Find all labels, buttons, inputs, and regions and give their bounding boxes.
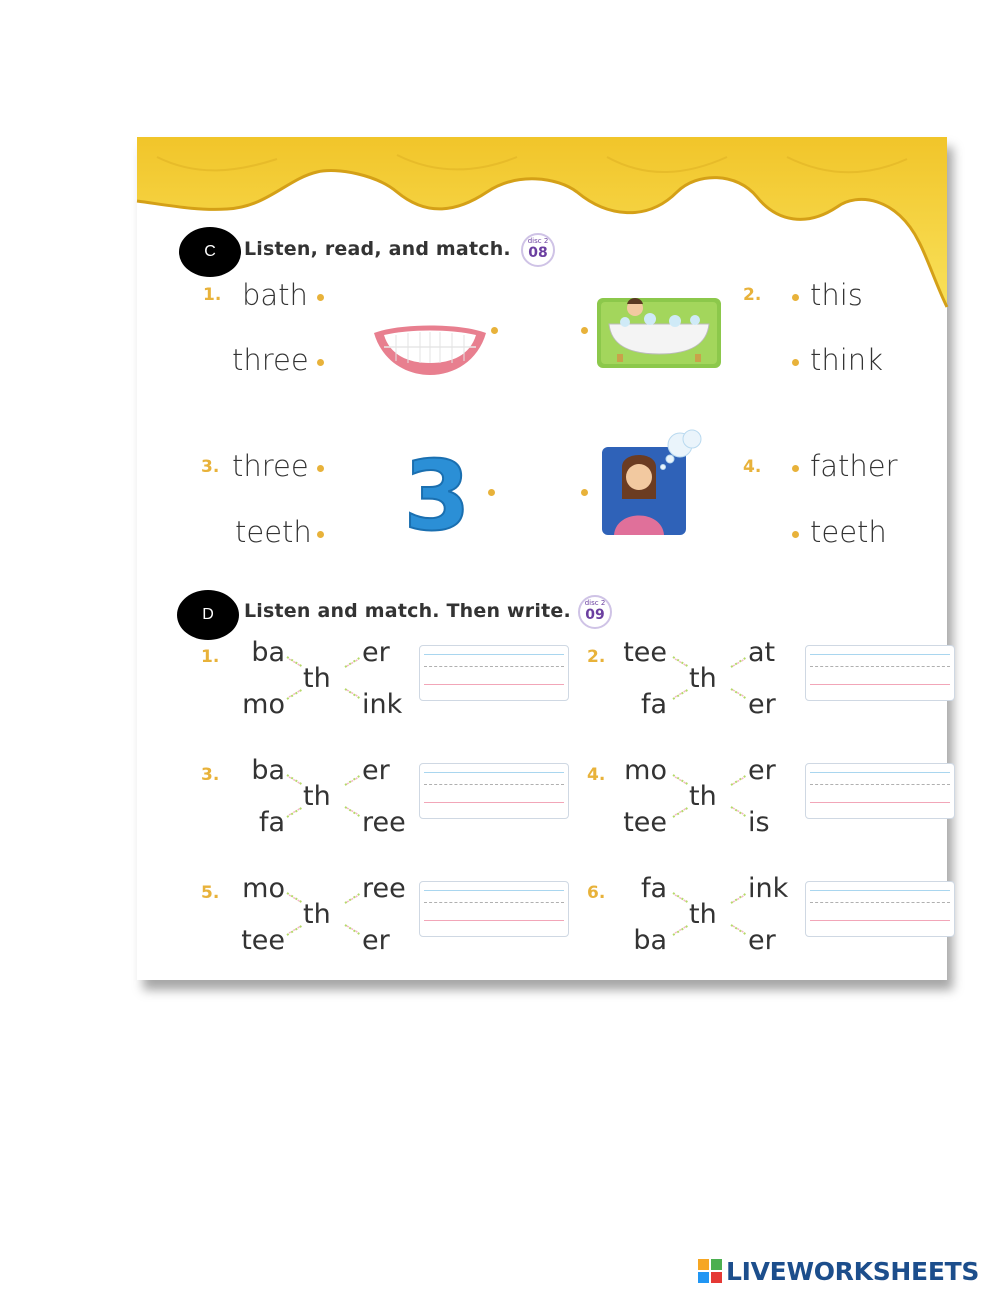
match-dot[interactable] [491,327,498,334]
word-ending: er [362,925,390,956]
word-ending: er [362,637,390,668]
logo-text: LIVEWORKSHEETS [726,1256,980,1286]
answer-write-box[interactable] [419,881,569,937]
match-dot[interactable] [792,531,799,538]
cd-track-icon[interactable]: disc 2 08 [521,233,555,267]
word-option: this [810,278,863,312]
word-start: mo [624,755,667,786]
word-option: father [810,449,898,483]
word-option: bath [242,278,308,312]
word-ending: at [748,637,776,668]
match-dot[interactable] [317,465,324,472]
section-d-badge: D [177,590,239,640]
word-ending: er [748,755,776,786]
answer-write-box[interactable] [805,881,955,937]
word-ending: ink [362,689,403,720]
dotted-connector-lines [671,765,749,827]
th-center: th [689,781,717,812]
word-ending: ree [362,873,406,904]
section-c-badge: C [179,227,241,277]
word-ending: er [748,925,776,956]
dotted-connector-lines [671,647,749,709]
item-number: 1. [201,647,220,667]
match-write-item [583,873,963,963]
liveworksheets-logo-icon [698,1259,722,1283]
word-start: tee [241,925,285,956]
word-ending: er [362,755,390,786]
item-number: 2. [743,285,762,305]
match-dot[interactable] [581,489,588,496]
liveworksheets-logo [698,1256,979,1286]
th-center: th [303,781,331,812]
match-dot[interactable] [792,294,799,301]
match-write-item [197,873,577,963]
item-number: 4. [743,457,762,477]
word-option: three [232,343,309,377]
number-three-picture [403,440,471,552]
match-dot[interactable] [792,359,799,366]
smiling-teeth-picture [370,317,490,377]
dotted-connector-lines [285,647,363,709]
worksheet-page [137,137,947,980]
item-number: 3. [201,457,220,477]
th-center: th [689,899,717,930]
answer-write-box[interactable] [805,763,955,819]
word-start: ba [251,755,285,786]
thinking-girl-picture [600,429,703,537]
word-ending: is [748,807,770,838]
dotted-connector-lines [671,883,749,945]
match-dot[interactable] [488,489,495,496]
item-number: 2. [587,647,606,667]
match-dot[interactable] [317,531,324,538]
word-start: mo [242,689,285,720]
match-write-item [197,755,577,845]
answer-write-box[interactable] [805,645,955,701]
word-start: ba [251,637,285,668]
match-write-item [583,755,963,845]
dotted-connector-lines [285,765,363,827]
word-start: ba [633,925,667,956]
section-d-title: Listen and match. Then write. [244,600,571,622]
word-start: fa [640,689,667,720]
item-number: 5. [201,883,220,903]
word-option: teeth [235,515,312,549]
item-number: 1. [203,285,222,305]
item-number: 3. [201,765,220,785]
match-write-item [197,637,577,727]
match-write-item [583,637,963,727]
word-start: fa [258,807,285,838]
answer-write-box[interactable] [419,645,569,701]
svg-text:3: 3 [403,440,471,552]
match-dot[interactable] [317,294,324,301]
word-ending: ink [748,873,789,904]
bath-tub-picture [595,292,723,370]
match-dot[interactable] [317,359,324,366]
dotted-connector-lines [285,883,363,945]
th-center: th [303,899,331,930]
word-option: three [232,449,309,483]
cd-track-icon[interactable]: disc 2 09 [578,595,612,629]
th-center: th [303,663,331,694]
word-start: tee [623,807,667,838]
word-start: tee [623,637,667,668]
match-dot[interactable] [581,327,588,334]
item-number: 6. [587,883,606,903]
word-option: teeth [810,515,887,549]
word-start: fa [640,873,667,904]
word-ending: er [748,689,776,720]
item-number: 4. [587,765,606,785]
answer-write-box[interactable] [419,763,569,819]
word-option: think [810,343,883,377]
word-start: mo [242,873,285,904]
section-c-title: Listen, read, and match. [244,238,511,260]
match-dot[interactable] [792,465,799,472]
word-ending: ree [362,807,406,838]
th-center: th [689,663,717,694]
